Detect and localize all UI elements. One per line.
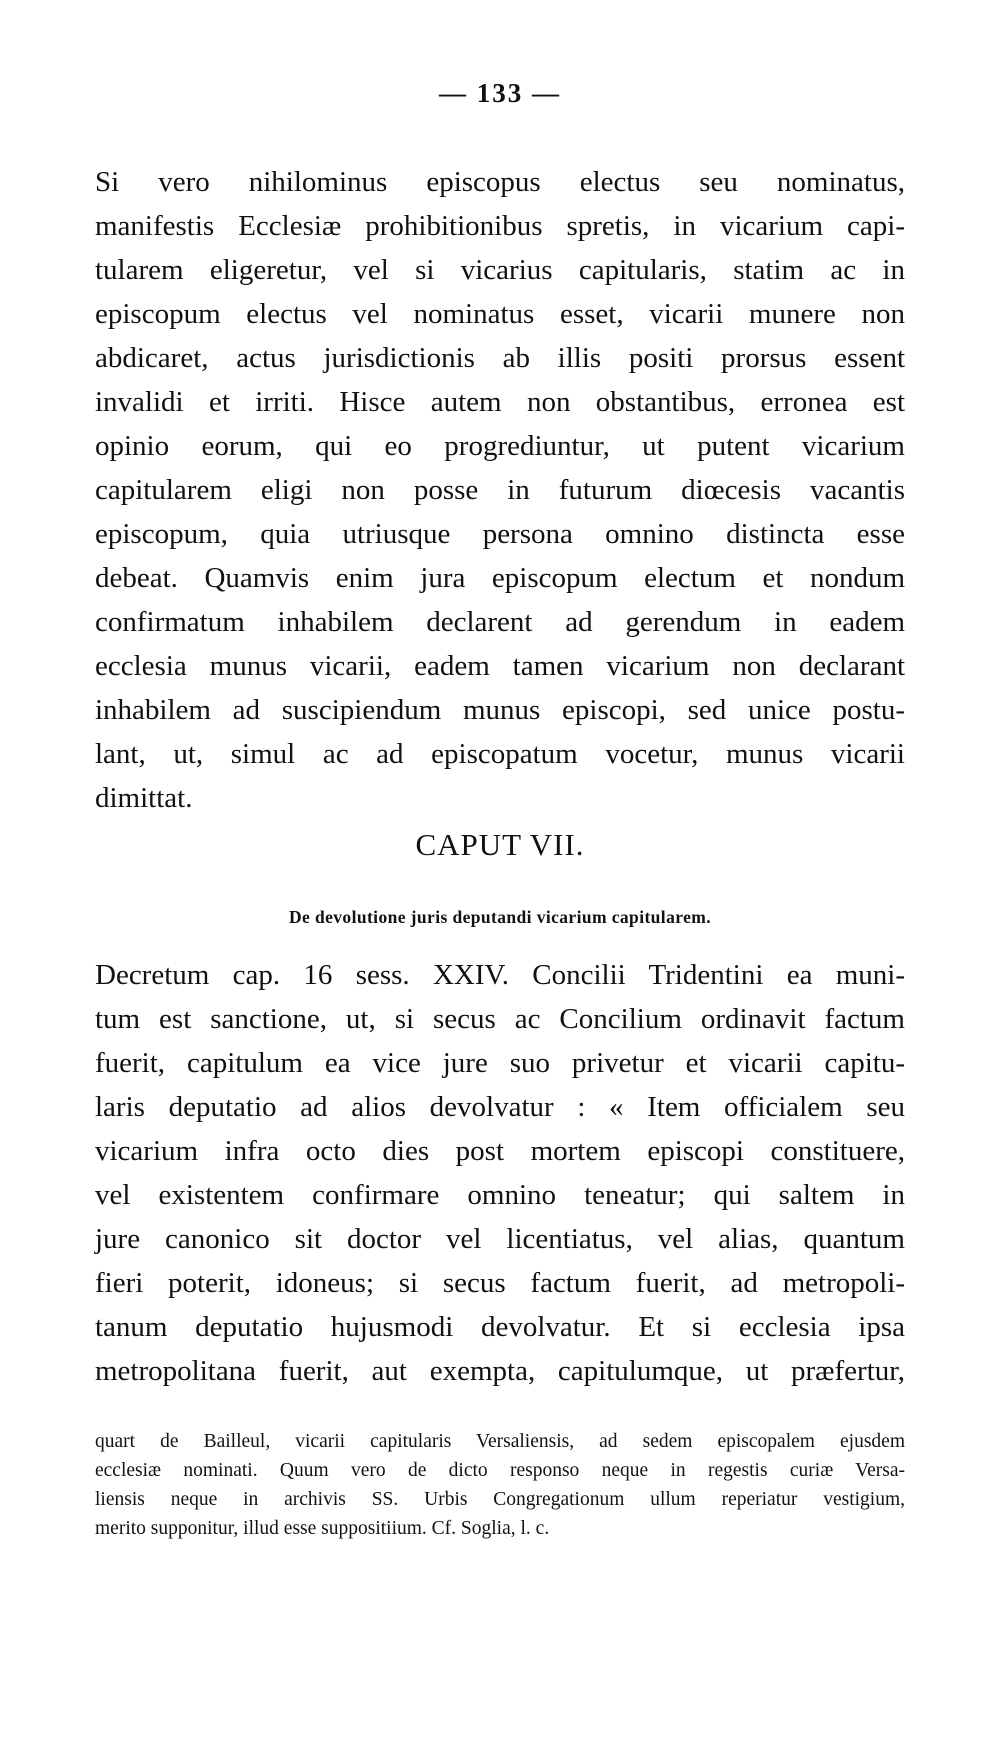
text-line: tanum deputatio hujusmodi devolvatur. Et si ecclesia ipsa xyxy=(95,1311,905,1343)
text-line: opinio eorum, qui eo progrediuntur, ut putent vicarium xyxy=(95,430,905,462)
text-line: metropolitana fuerit, aut exempta, capitulumque, ut præfertur, xyxy=(95,1355,905,1387)
text-line: invalidi et irriti. Hisce autem non obstantibus, erronea est xyxy=(95,386,905,418)
text-line: abdicaret, actus jurisdictionis ab illis positi prorsus essent xyxy=(95,342,905,374)
chapter-subtitle: De devolutione juris deputandi vicarium capitularem. xyxy=(288,907,711,927)
text-line: tularem eligeretur, vel si vicarius capitularis, statim ac in xyxy=(95,254,905,286)
text-line: confirmatum inhabilem declarent ad gerendum in eadem xyxy=(95,606,905,638)
text-line: Si vero nihilominus episcopus electus seu nominatus, xyxy=(95,166,905,198)
text-line: vel existentem confirmare omnino teneatur; qui saltem in xyxy=(95,1179,905,1211)
text-line: inhabilem ad suscipiendum munus episcopi, sed unice postu- xyxy=(95,694,905,726)
text-line: jure canonico sit doctor vel licentiatus, vel alias, quantum xyxy=(95,1223,905,1255)
footnote-line: ecclesiæ nominati. Quum vero de dicto responso neque in regestis curiæ Versa- xyxy=(95,1460,905,1481)
text-line: tum est sanctione, ut, si secus ac Concilium ordinavit factum xyxy=(95,1003,905,1035)
footnote-line: quart de Bailleul, vicarii capitularis Versaliensis, ad sedem episcopalem ejusdem xyxy=(95,1431,905,1452)
footnote xyxy=(95,1427,905,1543)
paragraph-decretum xyxy=(95,953,905,1393)
text-line: capitularem eligi non posse in futurum diœcesis vacantis xyxy=(95,474,905,506)
paragraph-continued xyxy=(95,160,905,820)
text-line: vicarium infra octo dies post mortem episcopi constituere, xyxy=(95,1135,905,1167)
text-line: fuerit, capitulum ea vice jure suo privetur et vicarii capitu- xyxy=(95,1047,905,1079)
chapter-title: CAPUT VII. xyxy=(415,827,585,862)
text-line: debeat. Quamvis enim jura episcopum electum et nondum xyxy=(95,562,905,594)
text-line: laris deputatio ad alios devolvatur : « Item officialem seu xyxy=(95,1091,905,1123)
text-line: Decretum cap. 16 sess. XXIV. Concilii Tridentini ea muni- xyxy=(95,959,905,991)
text-line: manifestis Ecclesiæ prohibitionibus spretis, in vicarium capi- xyxy=(95,210,905,242)
text-line: fieri poterit, idoneus; si secus factum fuerit, ad metropoli- xyxy=(95,1267,905,1299)
footnote-line: merito supponitur, illud esse suppositiium. Cf. Soglia, l. c. xyxy=(95,1518,550,1539)
text-line: lant, ut, simul ac ad episcopatum vocetur, munus vicarii xyxy=(95,738,905,770)
text-line: episcopum electus vel nominatus esset, vicarii munere non xyxy=(95,298,905,330)
page-number: — 133 — xyxy=(439,78,561,108)
text-line: ecclesia munus vicarii, eadem tamen vicarium non declarant xyxy=(95,650,905,682)
text-line: episcopum, quia utriusque persona omnino distincta esse xyxy=(95,518,905,550)
footnote-line: liensis neque in archivis SS. Urbis Congregationum ullum reperiatur vestigium, xyxy=(95,1489,905,1510)
text-line: dimittat. xyxy=(95,782,193,814)
